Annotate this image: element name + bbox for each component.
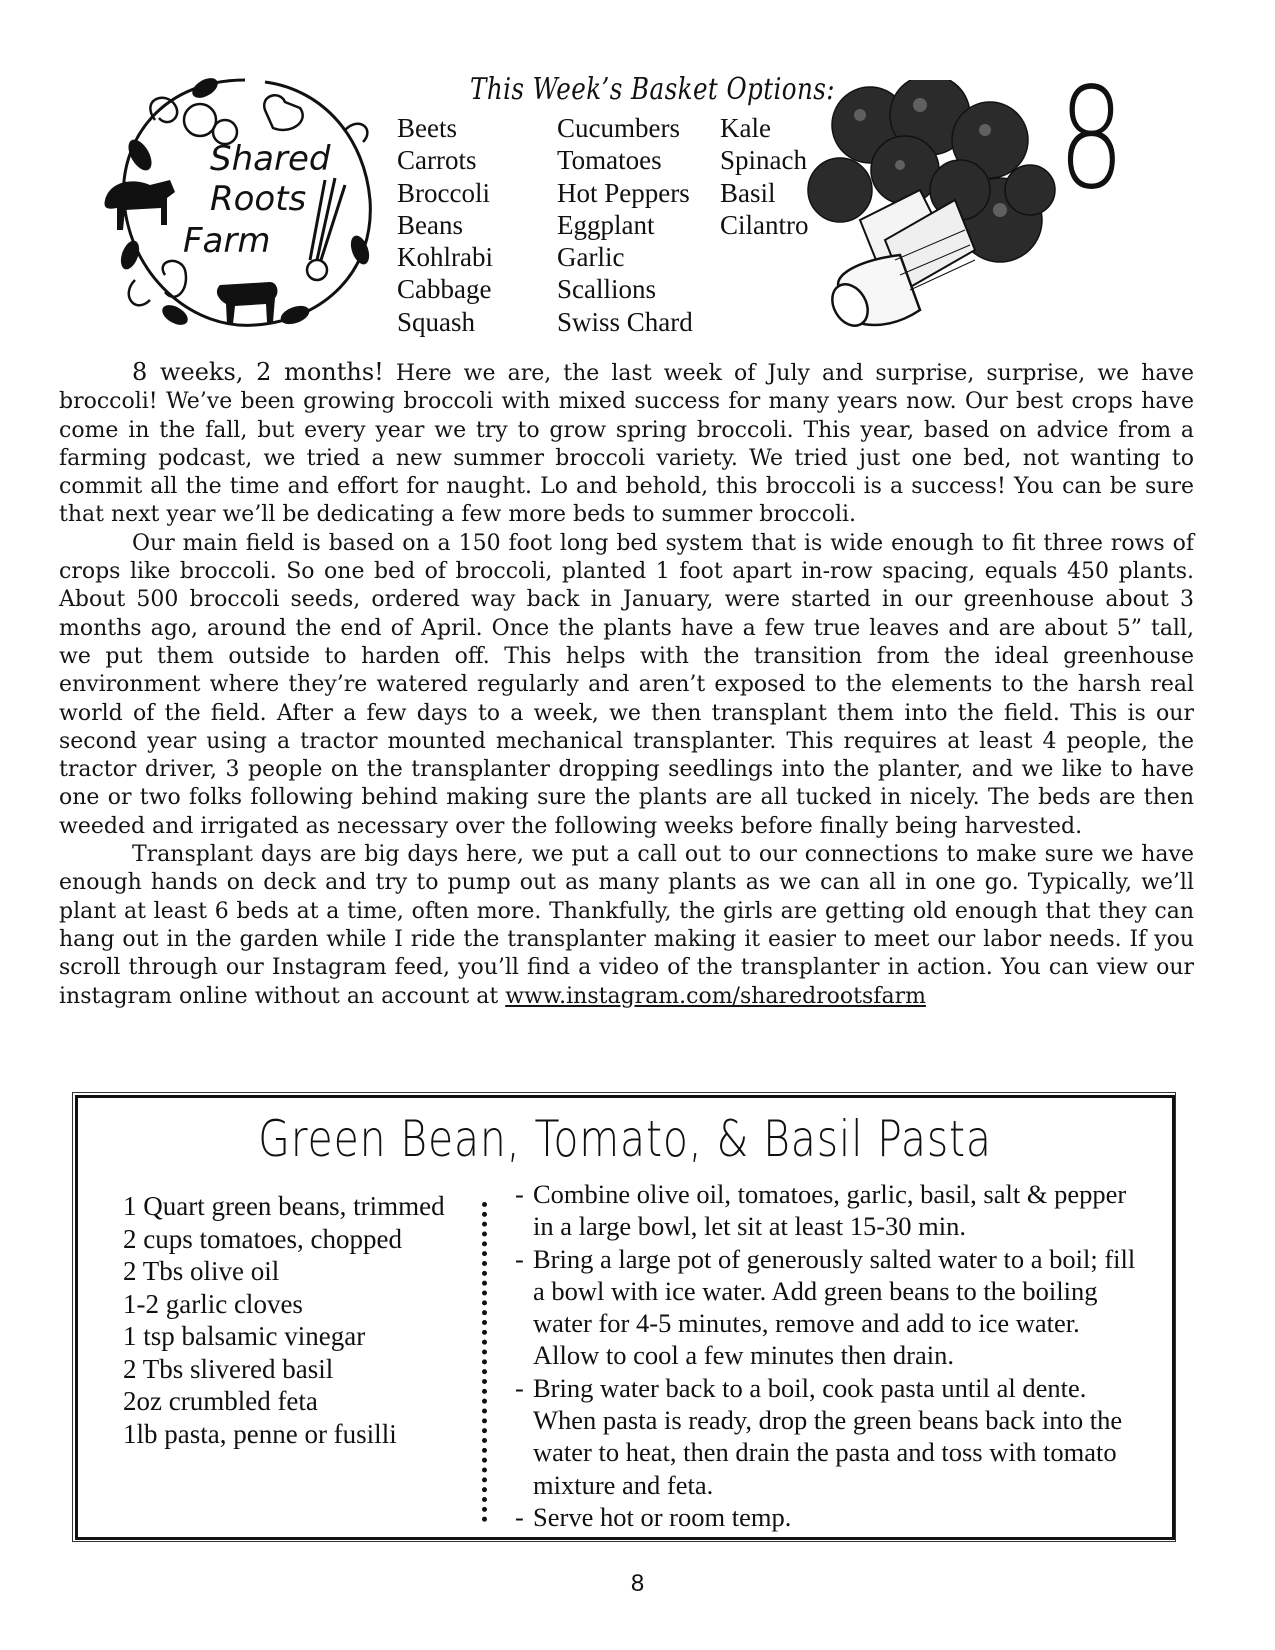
article-paragraph-2: Our main field is based on a 150 foot long bed system that is wide enough to fit three rows of crops like broccoli. So one bed of broccoli, planted 1 foot apart in-row spacing, equals 450 plants. About 500 broccoli seeds, ordered way back in January, were started in our greenhouse about 3 months ago, around the end of April. Once the plants have a few true leaves and are about 5” tall, we put them outside to harden off. This helps with the transition from the ideal greenhouse environment where they’re watered regularly and aren’t exposed to the elements to the harsh real world of the field. After a few days to a week, we then transplant them into the field. This is our second year using a tractor mounted mechanical transplanter. This requires at least 4 people, the tractor driver, 3 people on the transplanter dropping seedlings into the planter, and we like to have one or two folks following behind making sure the plants are all tucked in nicely. The beds are then weeded and irrigated as necessary over the following weeks before finally being harvested. [59, 530, 1194, 839]
basket-item: Scallions [557, 274, 656, 305]
basket-item: Basil [720, 177, 776, 208]
broccoli-icon [800, 80, 1060, 360]
basket-options-title: This Week’s Basket Options: [470, 72, 835, 107]
basket-item: Broccoli [397, 177, 490, 208]
shared-roots-farm-logo [95, 60, 395, 350]
article-lead: 8 weeks, 2 months! [132, 358, 384, 386]
basket-item: Cucumbers [557, 113, 680, 143]
recipe-steps [515, 1178, 1145, 1533]
basket-item: Spinach [720, 145, 807, 176]
ingredient-item: 2 Tbs olive oil [123, 1256, 280, 1286]
recipe-box [75, 1095, 1175, 1540]
article-paragraph-3-text: Transplant days are big days here, we put a call out to our connections to make sure we have enough hands on deck and try to pump out as many plants as we can all in one go. Typically, we’ll plant at least 6 beds at a time, often more. Thankfully, the girls are getting old enough that they can hang out in the garden while I ride the transplanter making it easier to meet our labor needs. If you scroll through our Instagram feed, you’ll find a video of the transplanter in action. You can view our instagram online without an account at [59, 842, 1194, 1009]
recipe-step: - Bring water back to a boil, cook pasta until al dente. When pasta is ready, drop the green beans back into the water to heat, then drain the pasta and toss with tomato mixture and feta. [515, 1372, 1145, 1501]
article-paragraph-1 [59, 358, 1194, 530]
basket-item: Swiss Chard [557, 306, 693, 337]
logo-text-roots: Roots [210, 179, 307, 219]
ingredient-item: 2oz crumbled feta [123, 1386, 318, 1416]
week-number: 8 [1058, 58, 1125, 221]
basket-item: Cabbage [397, 274, 492, 305]
basket-item: Carrots [397, 145, 477, 176]
basket-item: Beets [397, 113, 457, 143]
recipe-step: - Serve hot or room temp. [515, 1501, 1145, 1533]
basket-item: Kale [720, 113, 771, 143]
logo-text-farm: Farm [183, 221, 271, 261]
recipe-title: Green Bean, Tomato, & Basil Pasta [258, 1110, 992, 1168]
basket-item: Hot Peppers [557, 177, 690, 208]
ingredient-item: 1 tsp balsamic vinegar [123, 1321, 366, 1351]
ingredient-item: 2 Tbs slivered basil [123, 1353, 334, 1384]
basket-item: Squash [397, 306, 476, 337]
basket-item: Eggplant [557, 209, 655, 240]
ingredient-item: 2 cups tomatoes, chopped [123, 1223, 402, 1254]
basket-item: Kohlrabi [397, 242, 493, 273]
newsletter-article [59, 358, 1194, 1011]
basket-column-1 [397, 112, 493, 338]
basket-column-2 [557, 112, 693, 338]
article-paragraph-3 [59, 841, 1194, 1011]
ingredient-item: 1lb pasta, penne or fusilli [123, 1418, 397, 1449]
recipe-step: - Bring a large pot of generously salted water to a boil; fill a bowl with ice water. Add green beans to the boiling water for 4-5 minutes, remove and add to ice water. Allow to cool a few minutes then drain. [515, 1243, 1145, 1372]
ingredients-list [123, 1190, 445, 1450]
dotted-divider [482, 1202, 487, 1522]
instagram-link[interactable]: www.instagram.com/sharedrootsfarm [505, 983, 926, 1009]
farm-wreath-icon [95, 60, 395, 350]
recipe-step: - Combine olive oil, tomatoes, garlic, basil, salt & pepper in a large bowl, let sit at least 15-30 min. [515, 1178, 1145, 1243]
ingredient-item: 1 Quart green beans, trimmed [123, 1191, 445, 1221]
basket-item: Tomatoes [557, 145, 662, 176]
basket-item: Beans [397, 209, 463, 240]
basket-column-3 [720, 112, 809, 241]
ingredient-item: 1-2 garlic cloves [123, 1288, 303, 1319]
logo-text-shared: Shared [210, 139, 331, 179]
basket-item: Garlic [557, 242, 625, 273]
basket-item: Cilantro [720, 209, 809, 240]
page-number: 8 [630, 1570, 645, 1597]
article-paragraph-1-text: Here we are, the last week of July and surprise, surprise, we have broccoli! We’ve been growing broccoli with mixed success for many years now. Our best crops have come in the fall, but every year we try to grow spring broccoli. This year, based on advice from a farming podcast, we tried a new summer broccoli variety. We tried just one bed, not wanting to commit all the time and effort for naught. Lo and behold, this broccoli is a success! You can be sure that next year we’ll be dedicating a few more beds to summer broccoli. [59, 361, 1194, 528]
broccoli-illustration [800, 80, 1060, 360]
